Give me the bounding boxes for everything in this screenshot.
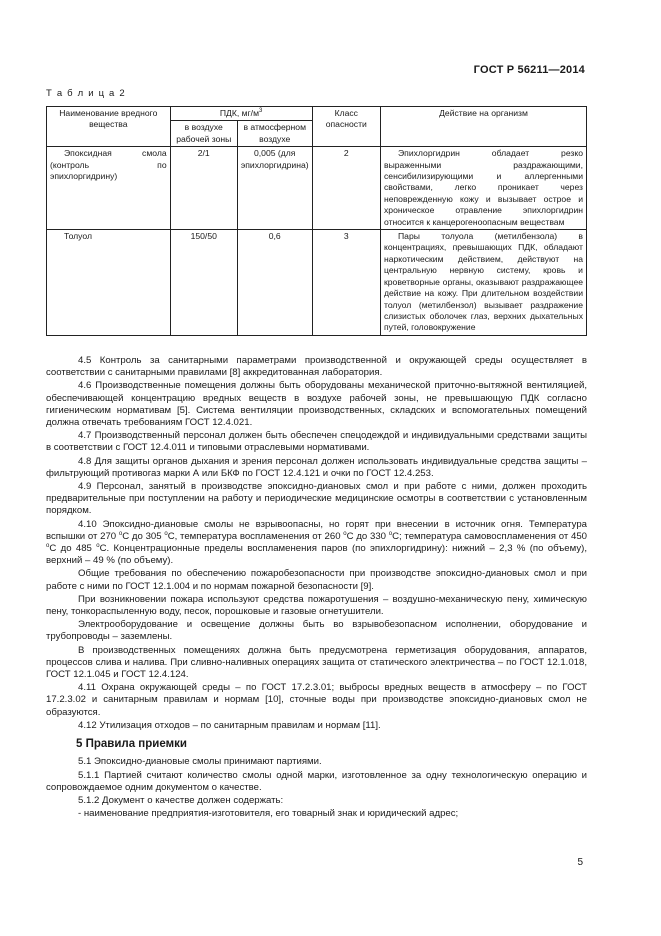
header-substance: Наименование вредного вещества (47, 107, 171, 147)
body-text (46, 355, 587, 821)
paragraph-4-9: 4.9 Персонал, занятый в производстве эпоксидно-диановых смол и при работе с ними, должен проходить предварительные при поступлении на работу и периодические медицинские осмотры в соответствии с установленным порядком. (46, 481, 587, 517)
paragraph-fire-requirements: Общие требования по обеспечению пожаробезопасности при производстве эпоксидно-диановых смол и при работе с ними по ГОСТ 12.1.004 и по нормам пожарной безопасности [9]. (46, 568, 587, 592)
paragraph-4-11: 4.11 Охрана окружающей среды – по ГОСТ 17.2.3.01; выбросы вредных веществ в атмосферу – по ГОСТ 17.2.3.02 и санитарным правилам и нормам [10], сточные воды при производстве эпоксидно-диановых смол не образуются. (46, 682, 587, 718)
paragraph-4-10: 4.10 Эпоксидно-диановые смолы не взрывоопасны, но горят при внесении в источник огня. Температура вспышки от 270 $^о$С до 305 $^о$С, температура воспламенения от 260 $^о$С до 330 $^о$С; температура самовоспламенения от 450 $^о$С до 485 $^о$С. Концентрационные пределы воспламенения паров (по эпихлоргидрину): нижний – 2,3 % (по объему), верхний – 49 % (по объему). (46, 518, 588, 567)
cell-effect: Пары толуола (метилбензола) в концентрациях, превышающих ПДК, обладают наркотическим действием, действуют на центральную нервную систему, кровь и кроветворные органы, оказывают раздражающее действие на кожу. При длительном воздействии толуол (метилбензол) вызывает раздражение слизистых оболочек глаз, верхних дыхательных путей, головокружение (381, 230, 587, 336)
header-pdk-work: в воздухе рабочей зоны (170, 121, 237, 147)
paragraph-5-1-1: 5.1.1 Партией считают количество смолы одной марки, изготовленное за одну технологическую операцию и сопровождаемое одним документом о качестве. (46, 769, 587, 793)
paragraph-4-7: 4.7 Производственный персонал должен быть обеспечен спецодеждой и индивидуальными средствами защиты в соответствии с ГОСТ 12.4.011 и типовыми отраслевыми нормативами. (46, 430, 587, 454)
section-5-title: 5 Правила приемки (76, 738, 187, 751)
page-number: 5 (577, 857, 583, 868)
paragraph-4-5: 4.5 Контроль за санитарными параметрами производственной и окружающей среды осуществляет в соответствии с санитарными правилами [8] аккредитованная лаборатория. (46, 355, 587, 379)
standard-code: ГОСТ Р 56211—2014 (473, 64, 585, 76)
hazard-table (46, 106, 587, 336)
table-row (47, 230, 587, 336)
table-header-row (47, 107, 587, 121)
cell-hazard-class: 3 (312, 230, 380, 336)
paragraph-5-1: 5.1 Эпоксидно-диановые смолы принимают партиями. (78, 756, 322, 768)
paragraph-sealing: В производственных помещениях должна быть предусмотрена герметизация оборудования, аппаратов, процессов слива и налива. При сливно-наливных операциях защита от статического электричества – по ГОСТ 12.1.018, ГОСТ 12.1.045 и ГОСТ 12.4.124. (46, 644, 587, 681)
header-effect: Действие на организм (381, 107, 587, 147)
cell-substance: Толуол (47, 230, 171, 336)
paragraph-electrical: Электрооборудование и освещение должны быть во взрывобезопасном исполнении, оборудование и трубопроводы – заземлены. (46, 619, 587, 643)
paragraph-4-6: 4.6 Производственные помещения должны быть оборудованы механической приточно-вытяжной вентиляцией, обеспечивающей концентрацию вредных веществ в воздухе рабочей зоны, не превышающую ПДК согласно гигиеническим нормативам [5]. Система вентиляции производственных, складских и вспомогательных помещений должна отвечать требованиям ГОСТ 12.4.021. (46, 380, 587, 429)
paragraph-4-12: 4.12 Утилизация отходов – по санитарным правилам и нормам [11]. (78, 719, 381, 731)
paragraph-fire-extinguishing: При возникновении пожара используют средства пожаротушения – воздушно-механическую пену, химическую пену, тонкораспыленную воду, песок, порошковые и газовые огнетушители. (46, 593, 587, 618)
cell-pdk-air: 0,005 (для эпихлоргидрина) (237, 147, 312, 230)
cell-substance: Эпоксидная смола (контроль по эпихлоргидрину) (47, 147, 171, 230)
cell-effect: Эпихлоргидрин обладает резко выраженными раздражающими, сенсибилизирующими и аллергенными свойствами, легко проникает через неповрежденную кожу и вызывает острое и хроническое отравление эпихлоргидрин относится к канцерогеноопасным веществам (381, 147, 587, 230)
cell-pdk-work: 2/1 (170, 147, 237, 230)
header-pdk: ПДК, $мг/м^3$ (170, 107, 312, 121)
cell-pdk-air: 0,6 (237, 230, 312, 336)
cell-hazard-class: 2 (312, 147, 380, 230)
header-hazard-class: Класс опасности (312, 107, 380, 147)
paragraph-5-1-2: 5.1.2 Документ о качестве должен содержать: (78, 794, 284, 806)
paragraph-4-8: 4.8 Для защиты органов дыхания и зрения персонал должен использовать индивидуальные средства защиты – фильтрующий противогаз марки А или БКФ по ГОСТ 12.4.121 и очки по ГОСТ 12.4.253. (46, 455, 587, 479)
table-caption: Т а б л и ц а 2 (46, 88, 126, 99)
list-item: - наименование предприятия-изготовителя, его товарный знак и юридический адрес; (78, 808, 459, 820)
table-row (47, 147, 587, 230)
cell-pdk-work: 150/50 (170, 230, 237, 336)
header-pdk-air: в атмосферном воздухе (237, 121, 312, 147)
